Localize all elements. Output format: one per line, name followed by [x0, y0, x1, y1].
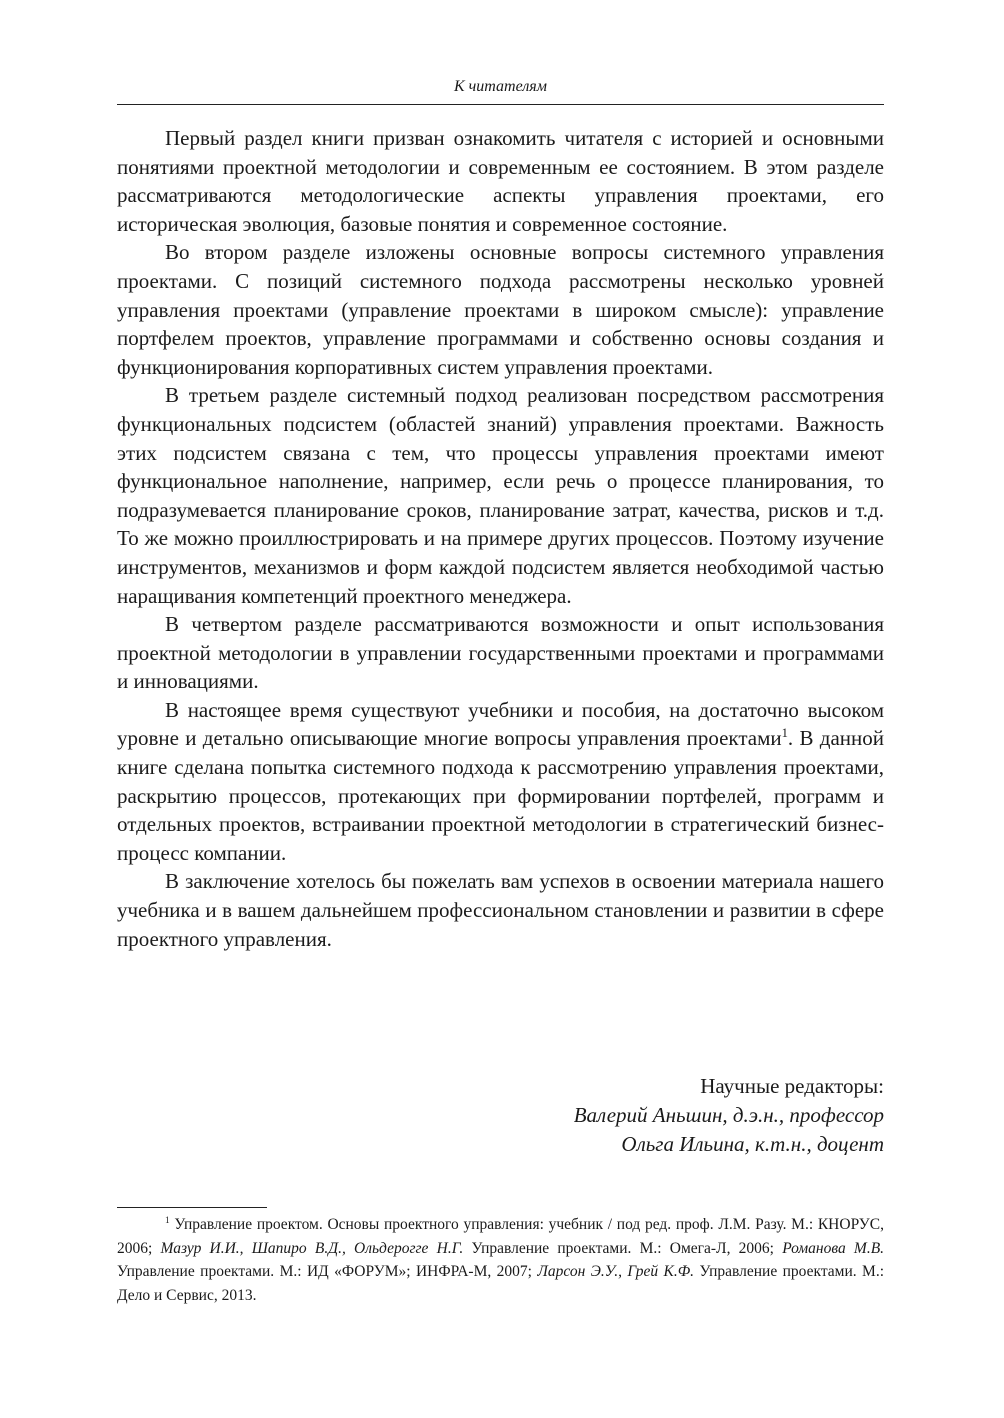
running-head: К читателям: [454, 78, 547, 95]
editor-1: Валерий Аньшин, д.э.н., профессор: [573, 1103, 884, 1127]
footnote-ref-4: Управление проектами. М.: Дело и Сервис, 2013.: [117, 1263, 885, 1304]
signature-block: [574, 1072, 884, 1159]
body-text: [117, 124, 884, 953]
footnote-ref-2: Управление проектами. М.: Омега-Л, 2006;: [471, 1239, 774, 1257]
footnote-authors-4: Ларсон Э.У., Грей К.Ф.: [537, 1263, 695, 1281]
editor-2: Ольга Ильина, к.т.н., доцент: [621, 1132, 884, 1156]
footnote-rule: [117, 1207, 267, 1208]
paragraph-5-text-a: В настоящее время существуют учебники и пособия, на достаточно высоком уровне и детально описывающие многие вопросы управления проектами: [117, 697, 884, 751]
paragraph-2: Во втором разделе изложены основные вопросы системного управления проектами. С позиций системного подхода рассмотрены несколько уровней управления проектами (управление проектами в широком смысле): управление портфелем проектов, управление программами и собственно основы создания и функционирования корпоративных систем управления проектами.: [117, 240, 884, 379]
header-rule: [117, 104, 884, 105]
paragraph-5-text-b: . В данной книге сделана попытка системного подхода к рассмотрению управления проектами, раскрытию процессов, протекающих при формировании портфелей, программ и отдельных проектов, встраивании проектной методологии в стратегический бизнес-процесс компании.: [117, 726, 884, 865]
paragraph-1: Первый раздел книги призван ознакомить читателя с историей и основными понятиями проектной методологии и современным ее состоянием. В этом разделе рассматриваются методологические аспекты управления проектами, его историческая эволюция, базовые понятия и современное состояние.: [117, 126, 884, 236]
paragraph-4: В четвертом разделе рассматриваются возможности и опыт использования проектной методологии в управлении государственными проектами и программами и инновациями.: [117, 612, 884, 694]
footnote-ref-1: Управление проектом. Основы проектного управления: учебник / под ред. проф. Л.М. Разу. М.: КНОРУС, 2006;: [117, 1216, 884, 1257]
footnote-reference[interactable]: 1: [781, 726, 788, 741]
paragraph-5: [117, 696, 884, 868]
paragraph-6: В заключение хотелось бы пожелать вам успехов в освоении материала нашего учебника и в вашем дальнейшем профессиональном становлении и развитии в сфере проектного управления.: [117, 869, 884, 951]
footnote-marker: 1: [165, 1215, 170, 1226]
footnote: [117, 1213, 884, 1307]
paragraph-3: В третьем разделе системный подход реализован посредством рассмотрения функциональных подсистем (областей знаний) управления проектами. Важность этих подсистем связана с тем, что процессы управления проектами имеют функциональное наполнение, например, если речь о процессе планирования, то подразумевается планирование сроков, планирование затрат, качества, рисков и т.д. То же можно проиллюстрировать и на примере других процессов. Поэтому изучение инструментов, механизмов и форм каждой подсистем является необходимой частью наращивания компетенций проектного менеджера.: [117, 383, 884, 608]
footnote-ref-3: Управление проектами. М.: ИД «ФОРУМ»; ИНФРА-М, 2007;: [117, 1263, 532, 1281]
footnote-authors-2: Мазур И.И., Шапиро В.Д., Ольдерогге Н.Г.: [160, 1239, 464, 1257]
footnote-authors-3: Романова М.В.: [782, 1239, 885, 1257]
signature-label: Научные редакторы:: [700, 1074, 884, 1098]
